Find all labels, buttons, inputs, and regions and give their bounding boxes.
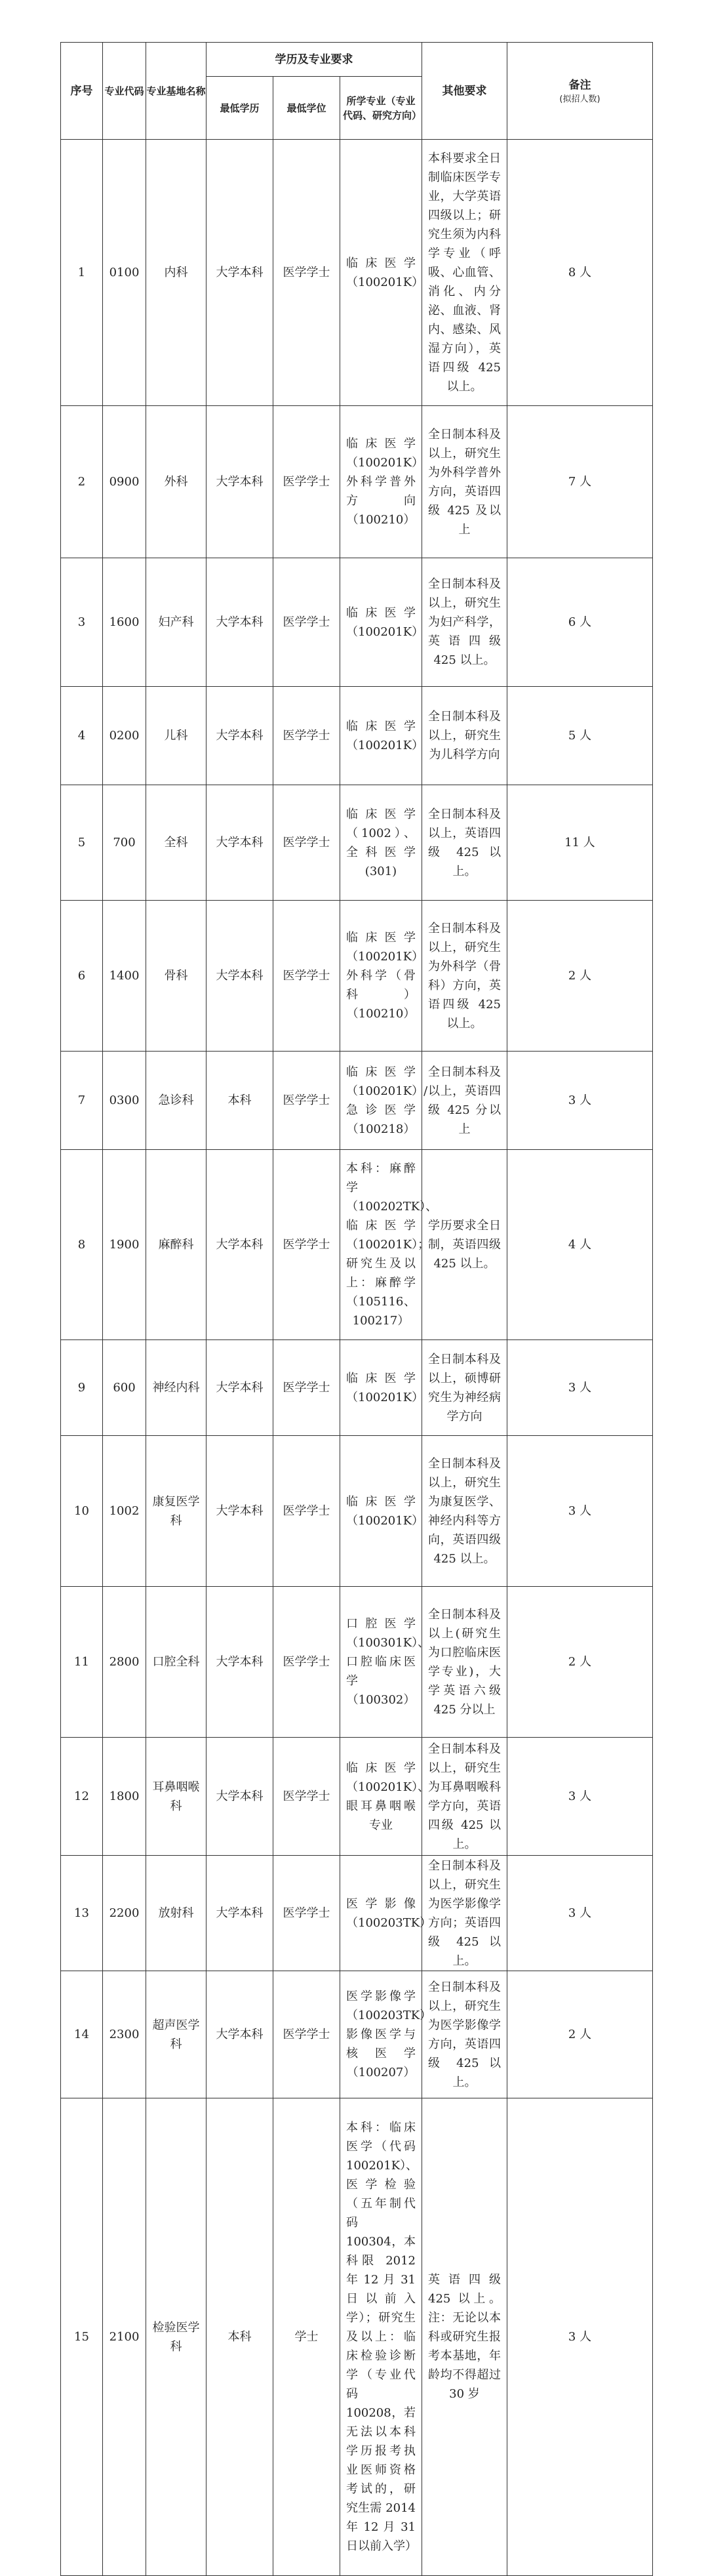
recruitment-table — [60, 42, 653, 2576]
header-row-1 — [61, 43, 653, 77]
major-code: 1400 — [103, 901, 146, 1052]
min-education: 大学本科 — [206, 1971, 273, 2098]
min-degree: 医学学士 — [273, 406, 340, 558]
row-number: 2 — [61, 406, 103, 558]
major-requirement: 医学影像（100203TK） — [340, 1856, 422, 1971]
major-code: 2200 — [103, 1856, 146, 1971]
row-number: 11 — [61, 1587, 103, 1738]
min-degree: 医学学士 — [273, 1971, 340, 2098]
major-requirement: 临床医学（100201K）外科学普外方向（100210） — [340, 406, 422, 558]
min-degree: 医学学士 — [273, 1856, 340, 1971]
header-major: 所学专业（专业代码、研究方向） — [340, 77, 422, 140]
table-row — [61, 1971, 653, 2098]
base-name: 急诊科 — [146, 1052, 206, 1150]
recruit-count: 3 人 — [507, 2098, 653, 2576]
table-row — [61, 785, 653, 901]
base-name: 康复医学科 — [146, 1436, 206, 1587]
min-education: 本科 — [206, 1052, 273, 1150]
base-name: 妇产科 — [146, 558, 206, 687]
major-code: 2300 — [103, 1971, 146, 2098]
table-row — [61, 1052, 653, 1150]
min-education: 大学本科 — [206, 1436, 273, 1587]
header-code: 专业代码 — [103, 43, 146, 140]
major-code: 2100 — [103, 2098, 146, 2576]
other-requirement: 全日制本科及以上，研究生为耳鼻咽喉科学方向，英语四级 425 以上。 — [422, 1738, 507, 1856]
min-degree: 医学学士 — [273, 901, 340, 1052]
other-requirement: 全日制本科及以上(研究生为口腔临床医学专业)，大学英语六级 425 分以上 — [422, 1587, 507, 1738]
recruit-count: 11 人 — [507, 785, 653, 901]
table-row — [61, 901, 653, 1052]
table-row — [61, 140, 653, 406]
table-row — [61, 1340, 653, 1436]
base-name: 口腔全科 — [146, 1587, 206, 1738]
row-number: 10 — [61, 1436, 103, 1587]
table-row — [61, 406, 653, 558]
major-code: 0900 — [103, 406, 146, 558]
major-requirement: 临床医学（100201K）、眼耳鼻咽喉专业 — [340, 1738, 422, 1856]
table-row — [61, 1436, 653, 1587]
major-code: 2800 — [103, 1587, 146, 1738]
recruit-count: 6 人 — [507, 558, 653, 687]
base-name: 神经内科 — [146, 1340, 206, 1436]
base-name: 耳鼻咽喉科 — [146, 1738, 206, 1856]
min-degree: 医学学士 — [273, 1587, 340, 1738]
recruitment-table-container — [60, 42, 652, 2576]
recruit-count: 3 人 — [507, 1738, 653, 1856]
major-requirement: 临床医学（100201K） — [340, 687, 422, 785]
major-code: 1002 — [103, 1436, 146, 1587]
row-number: 1 — [61, 140, 103, 406]
recruit-count: 8 人 — [507, 140, 653, 406]
major-code: 0300 — [103, 1052, 146, 1150]
other-requirement: 全日制本科及以上，研究生为妇产科学，英语四级 425 以上。 — [422, 558, 507, 687]
row-number: 3 — [61, 558, 103, 687]
other-requirement: 全日制本科及以上，英语四级 425 分以上 — [422, 1052, 507, 1150]
recruit-count: 4 人 — [507, 1150, 653, 1340]
header-no: 序号 — [61, 43, 103, 140]
other-requirement: 全日制本科及以上，研究生为医学影像学方向；英语四级 425 以上。 — [422, 1856, 507, 1971]
recruit-count: 3 人 — [507, 1052, 653, 1150]
min-education: 本科 — [206, 2098, 273, 2576]
row-number: 8 — [61, 1150, 103, 1340]
base-name: 内科 — [146, 140, 206, 406]
major-requirement: 临床医学（100201K） — [340, 140, 422, 406]
other-requirement: 全日制本科及以上，研究生为外科学普外方向，英语四级 425 及以上 — [422, 406, 507, 558]
min-degree: 医学学士 — [273, 1150, 340, 1340]
table-row — [61, 1150, 653, 1340]
min-education: 大学本科 — [206, 1340, 273, 1436]
recruit-count: 3 人 — [507, 1856, 653, 1971]
min-education: 大学本科 — [206, 901, 273, 1052]
recruit-count: 2 人 — [507, 1971, 653, 2098]
min-education: 大学本科 — [206, 1150, 273, 1340]
recruit-count: 3 人 — [507, 1340, 653, 1436]
header-note: 备注 — [568, 78, 591, 92]
major-requirement: 临床医学（100201K） — [340, 1436, 422, 1587]
other-requirement: 全日制本科及以上，研究生为医学影像学方向，英语四级 425 以上。 — [422, 1971, 507, 2098]
min-degree: 医学学士 — [273, 558, 340, 687]
other-requirement: 全日制本科及以上，研究生为外科学（骨科）方向，英语四级 425 以上。 — [422, 901, 507, 1052]
header-min-degree: 最低学位 — [273, 77, 340, 140]
row-number: 14 — [61, 1971, 103, 2098]
major-requirement: 临床医学（1002）、全科医学(301) — [340, 785, 422, 901]
row-number: 13 — [61, 1856, 103, 1971]
min-degree: 医学学士 — [273, 785, 340, 901]
min-education: 大学本科 — [206, 1856, 273, 1971]
min-degree: 医学学士 — [273, 1340, 340, 1436]
row-number: 9 — [61, 1340, 103, 1436]
table-row — [61, 687, 653, 785]
other-requirement: 英语四级 425 以上。注：无论以本科或研究生报考本基地，年龄均不得超过 30 岁 — [422, 2098, 507, 2576]
recruit-count: 7 人 — [507, 406, 653, 558]
min-degree: 医学学士 — [273, 140, 340, 406]
recruit-count: 5 人 — [507, 687, 653, 785]
table-row — [61, 1738, 653, 1856]
major-requirement: 口腔医学（100301K）、口腔临床医学（100302） — [340, 1587, 422, 1738]
min-degree: 医学学士 — [273, 1052, 340, 1150]
recruit-count: 3 人 — [507, 1436, 653, 1587]
header-group: 学历及专业要求 — [206, 43, 422, 77]
header-other: 其他要求 — [422, 43, 507, 140]
major-code: 0200 — [103, 687, 146, 785]
major-code: 600 — [103, 1340, 146, 1436]
base-name: 放射科 — [146, 1856, 206, 1971]
header-min-edu: 最低学历 — [206, 77, 273, 140]
min-education: 大学本科 — [206, 140, 273, 406]
min-education: 大学本科 — [206, 406, 273, 558]
base-name: 检验医学科 — [146, 2098, 206, 2576]
min-education: 大学本科 — [206, 785, 273, 901]
table-row — [61, 1587, 653, 1738]
other-requirement: 全日制本科及以上，研究生为康复医学、神经内科等方向，英语四级 425 以上。 — [422, 1436, 507, 1587]
recruit-count: 2 人 — [507, 1587, 653, 1738]
table-row — [61, 1856, 653, 1971]
table-row — [61, 558, 653, 687]
base-name: 全科 — [146, 785, 206, 901]
major-requirement: 临床医学（100201K）/急诊医学（100218） — [340, 1052, 422, 1150]
base-name: 麻醉科 — [146, 1150, 206, 1340]
row-number: 5 — [61, 785, 103, 901]
recruit-count: 2 人 — [507, 901, 653, 1052]
min-education: 大学本科 — [206, 1587, 273, 1738]
row-number: 4 — [61, 687, 103, 785]
other-requirement: 全日制本科及以上，硕博研究生为神经病学方向 — [422, 1340, 507, 1436]
major-code: 700 — [103, 785, 146, 901]
base-name: 外科 — [146, 406, 206, 558]
major-requirement: 临床医学（100201K）外科学（骨科）（100210） — [340, 901, 422, 1052]
base-name: 骨科 — [146, 901, 206, 1052]
header-base: 专业基地名称 — [146, 43, 206, 140]
min-education: 大学本科 — [206, 1738, 273, 1856]
row-number: 15 — [61, 2098, 103, 2576]
table-body — [61, 140, 653, 2576]
min-degree: 医学学士 — [273, 1738, 340, 1856]
row-number: 6 — [61, 901, 103, 1052]
min-degree: 医学学士 — [273, 687, 340, 785]
row-number: 7 — [61, 1052, 103, 1150]
base-name: 儿科 — [146, 687, 206, 785]
major-requirement: 临床医学（100201K） — [340, 1340, 422, 1436]
other-requirement: 全日制本科及以上，研究生为儿科学方向 — [422, 687, 507, 785]
min-degree: 医学学士 — [273, 1436, 340, 1587]
header-note-cell — [507, 43, 653, 140]
major-code: 1600 — [103, 558, 146, 687]
table-row — [61, 2098, 653, 2576]
major-code: 1800 — [103, 1738, 146, 1856]
major-code: 1900 — [103, 1150, 146, 1340]
header-note-sub: (拟招人数) — [559, 94, 600, 104]
other-requirement: 学历要求全日制，英语四级 425 以上。 — [422, 1150, 507, 1340]
min-education: 大学本科 — [206, 558, 273, 687]
row-number: 12 — [61, 1738, 103, 1856]
other-requirement: 本科要求全日制临床医学专业，大学英语四级以上；研究生须为内科学专业（呼吸、心血管、消化、内分泌、血液、肾内、感染、风湿方向），英语四级 425 以上。 — [422, 140, 507, 406]
major-requirement: 临床医学（100201K） — [340, 558, 422, 687]
other-requirement: 全日制本科及以上，英语四级 425 以上。 — [422, 785, 507, 901]
major-requirement: 本科：麻醉学（100202TK）、临床医学（100201K）；研究生及以上：麻醉学（105116、100217） — [340, 1150, 422, 1340]
major-code: 0100 — [103, 140, 146, 406]
min-degree: 学士 — [273, 2098, 340, 2576]
min-education: 大学本科 — [206, 687, 273, 785]
major-requirement: 医学影像学（100203TK）影像医学与核医学（100207） — [340, 1971, 422, 2098]
major-requirement: 本科：临床医学（代码 100201K）、医学检验（五年制代码 100304，本科限 2012 年 12 月 31 日以前入学）；研究生及以上：临床检验诊断学（专业代码 100208，若无法以本科学历报考执业医师资格考试的，研究生需 2014 年 12 月 31 日以前入学） — [340, 2098, 422, 2576]
base-name: 超声医学科 — [146, 1971, 206, 2098]
